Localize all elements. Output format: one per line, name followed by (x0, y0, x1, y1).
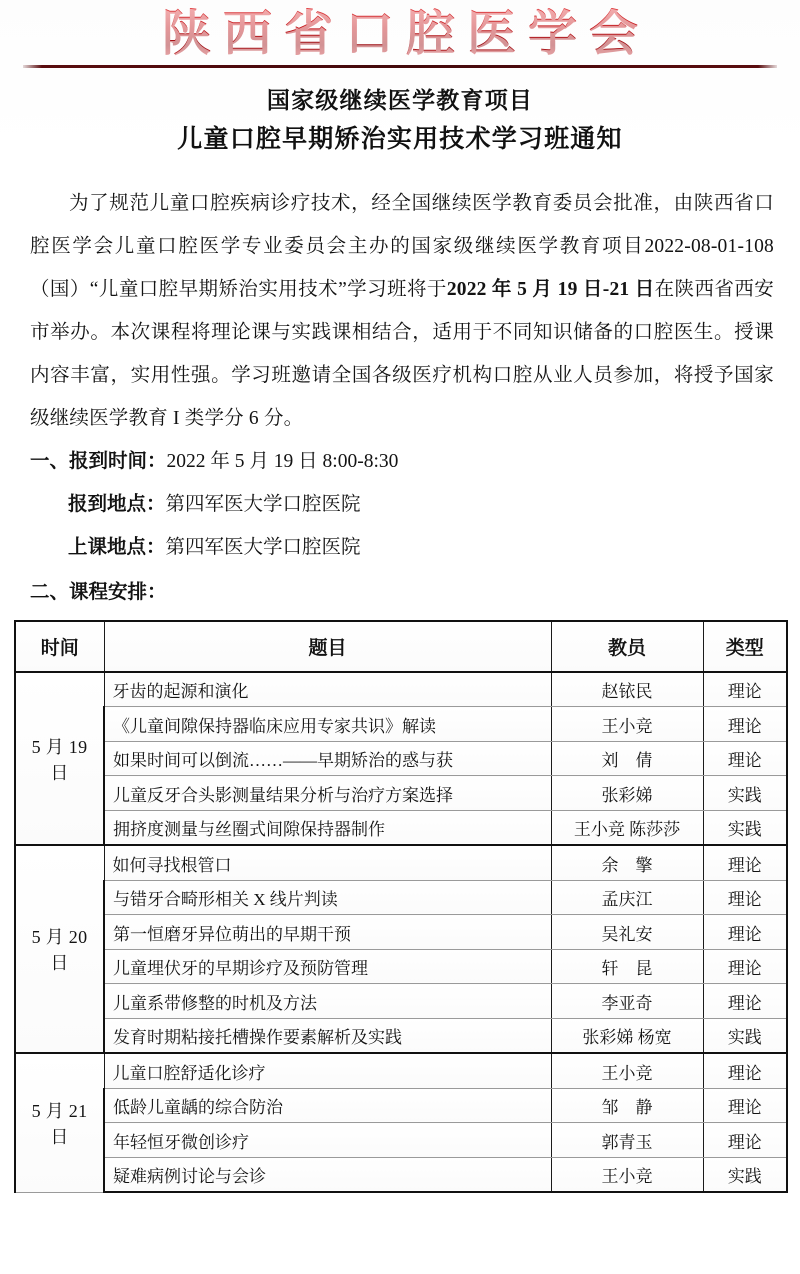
schedule-header-row (15, 621, 787, 672)
schedule-type-cell: 理论 (703, 672, 787, 707)
document-title-line1: 国家级继续医学教育项目 (266, 87, 534, 114)
schedule-topic-cell: 发育时期粘接托槽操作要素解析及实践 (104, 1018, 551, 1053)
table-row (15, 741, 787, 776)
schedule-staff-cell: 邹 静 (551, 1088, 703, 1123)
registration-time-line (30, 440, 800, 483)
registration-place-line (68, 483, 800, 526)
registration-place-label: 报到地点： (68, 493, 166, 515)
schedule-staff-cell: 张彩娣 杨宽 (551, 1018, 703, 1053)
table-row (15, 810, 787, 845)
schedule-staff-cell: 王小竞 陈莎莎 (551, 810, 703, 845)
table-row (15, 1088, 787, 1123)
schedule-topic-cell: 与错牙合畸形相关 X 线片判读 (104, 880, 551, 915)
table-row (15, 984, 787, 1019)
column-header-time: 时间 (15, 621, 104, 672)
class-place-label: 上课地点： (68, 536, 166, 558)
body-block (30, 182, 774, 440)
intro-paragraph (30, 182, 774, 440)
schedule-staff-cell: 张彩娣 (551, 776, 703, 811)
schedule-staff-cell: 王小竞 (551, 1157, 703, 1192)
schedule-date-cell: 5 月 20 日 (15, 845, 104, 1053)
schedule-type-cell: 理论 (703, 707, 787, 742)
schedule-type-cell: 理论 (703, 949, 787, 984)
table-row (15, 949, 787, 984)
schedule-type-cell: 理论 (703, 1088, 787, 1123)
table-row (15, 1053, 787, 1088)
intro-paragraph-date: 2022 年 5 月 19 日-21 日 (446, 278, 655, 300)
schedule-type-cell: 实践 (703, 776, 787, 811)
schedule-topic-cell: 儿童埋伏牙的早期诊疗及预防管理 (104, 949, 551, 984)
document-title-block (0, 86, 800, 156)
intro-paragraph-part2: 在陕西省西安市举办。本次课程将理论课与实践课相结合，适用于不同知识储备的口腔医生。授课内容丰富，实用性强。学习班邀请全国各级医疗机构口腔从业人员参加，将授予国家级继续医学教育 I 类学分 6 分。 (30, 278, 774, 429)
table-row (15, 1123, 787, 1158)
schedule-date-cell: 5 月 21 日 (15, 1053, 104, 1192)
schedule-topic-cell: 儿童系带修整的时机及方法 (104, 984, 551, 1019)
schedule-staff-cell: 赵铱民 (551, 672, 703, 707)
schedule-type-cell: 理论 (703, 1053, 787, 1088)
schedule-staff-cell: 刘 倩 (551, 741, 703, 776)
schedule-topic-cell: 年轻恒牙微创诊疗 (104, 1123, 551, 1158)
column-header-staff: 教员 (551, 621, 703, 672)
schedule-type-cell: 理论 (703, 880, 787, 915)
schedule-table-wrapper (14, 620, 786, 1194)
schedule-topic-cell: 第一恒磨牙异位萌出的早期干预 (104, 915, 551, 950)
table-row (15, 880, 787, 915)
schedule-type-cell: 理论 (703, 915, 787, 950)
schedule-staff-cell: 李亚奇 (551, 984, 703, 1019)
intro-paragraph-part1: 为了规范儿童口腔疾病诊疗技术，经全国继续医学教育委员会批准，由陕西省口腔医学会儿童口腔医学专业委员会主办的国家级继续医学教育项目2022-08-01-108（国）“儿童口腔早期矫治实用技术”学习班将于 (30, 192, 774, 300)
registration-time-value: 2022 年 5 月 19 日 8:00-8:30 (166, 450, 399, 472)
schedule-topic-cell: 儿童反牙合头影测量结果分析与治疗方案选择 (104, 776, 551, 811)
schedule-topic-cell: 低龄儿童龋的综合防治 (104, 1088, 551, 1123)
schedule-topic-cell: 儿童口腔舒适化诊疗 (104, 1053, 551, 1088)
schedule-topic-cell: 《儿童间隙保持器临床应用专家共识》解读 (104, 707, 551, 742)
class-place-value: 第四军医大学口腔医院 (165, 536, 361, 558)
registration-time-label: 报到时间： (69, 450, 167, 472)
schedule-staff-cell: 吴礼安 (551, 915, 703, 950)
registration-place-value: 第四军医大学口腔医院 (165, 493, 361, 515)
schedule-staff-cell: 王小竞 (551, 707, 703, 742)
schedule-section-heading: 二、课程安排： (30, 581, 167, 603)
schedule-staff-cell: 王小竞 (551, 1053, 703, 1088)
table-row (15, 776, 787, 811)
schedule-staff-cell: 余 擎 (551, 845, 703, 880)
schedule-table-body (15, 672, 787, 1193)
schedule-type-cell: 实践 (703, 1157, 787, 1192)
masthead (0, 0, 800, 68)
table-row (15, 845, 787, 880)
document-title-line2: 儿童口腔早期矫治实用技术学习班通知 (177, 123, 623, 153)
schedule-type-cell: 理论 (703, 984, 787, 1019)
schedule-type-cell: 理论 (703, 741, 787, 776)
schedule-topic-cell: 拥挤度测量与丝圈式间隙保持器制作 (104, 810, 551, 845)
schedule-table (14, 620, 788, 1194)
schedule-type-cell: 实践 (703, 810, 787, 845)
section-one-number: 一、 (30, 450, 70, 472)
schedule-topic-cell: 如果时间可以倒流……——早期矫治的惑与获 (104, 741, 551, 776)
schedule-staff-cell: 郭青玉 (551, 1123, 703, 1158)
schedule-type-cell: 理论 (703, 1123, 787, 1158)
table-row (15, 1018, 787, 1053)
table-row (15, 707, 787, 742)
class-place-line (68, 526, 800, 569)
column-header-topic: 题目 (104, 621, 551, 672)
schedule-staff-cell: 孟庆江 (551, 880, 703, 915)
masthead-divider (23, 65, 777, 68)
table-row (15, 915, 787, 950)
schedule-topic-cell: 如何寻找根管口 (104, 845, 551, 880)
table-row (15, 672, 787, 707)
table-row (15, 1157, 787, 1192)
schedule-staff-cell: 轩 昆 (551, 949, 703, 984)
schedule-table-head (15, 621, 787, 672)
schedule-topic-cell: 疑难病例讨论与会诊 (104, 1157, 551, 1192)
organization-title: 陕西省口腔医学会 (0, 8, 800, 60)
schedule-type-cell: 理论 (703, 845, 787, 880)
column-header-type: 类型 (703, 621, 787, 672)
schedule-date-cell: 5 月 19 日 (15, 672, 104, 846)
schedule-type-cell: 实践 (703, 1018, 787, 1053)
schedule-topic-cell: 牙齿的起源和演化 (104, 672, 551, 707)
